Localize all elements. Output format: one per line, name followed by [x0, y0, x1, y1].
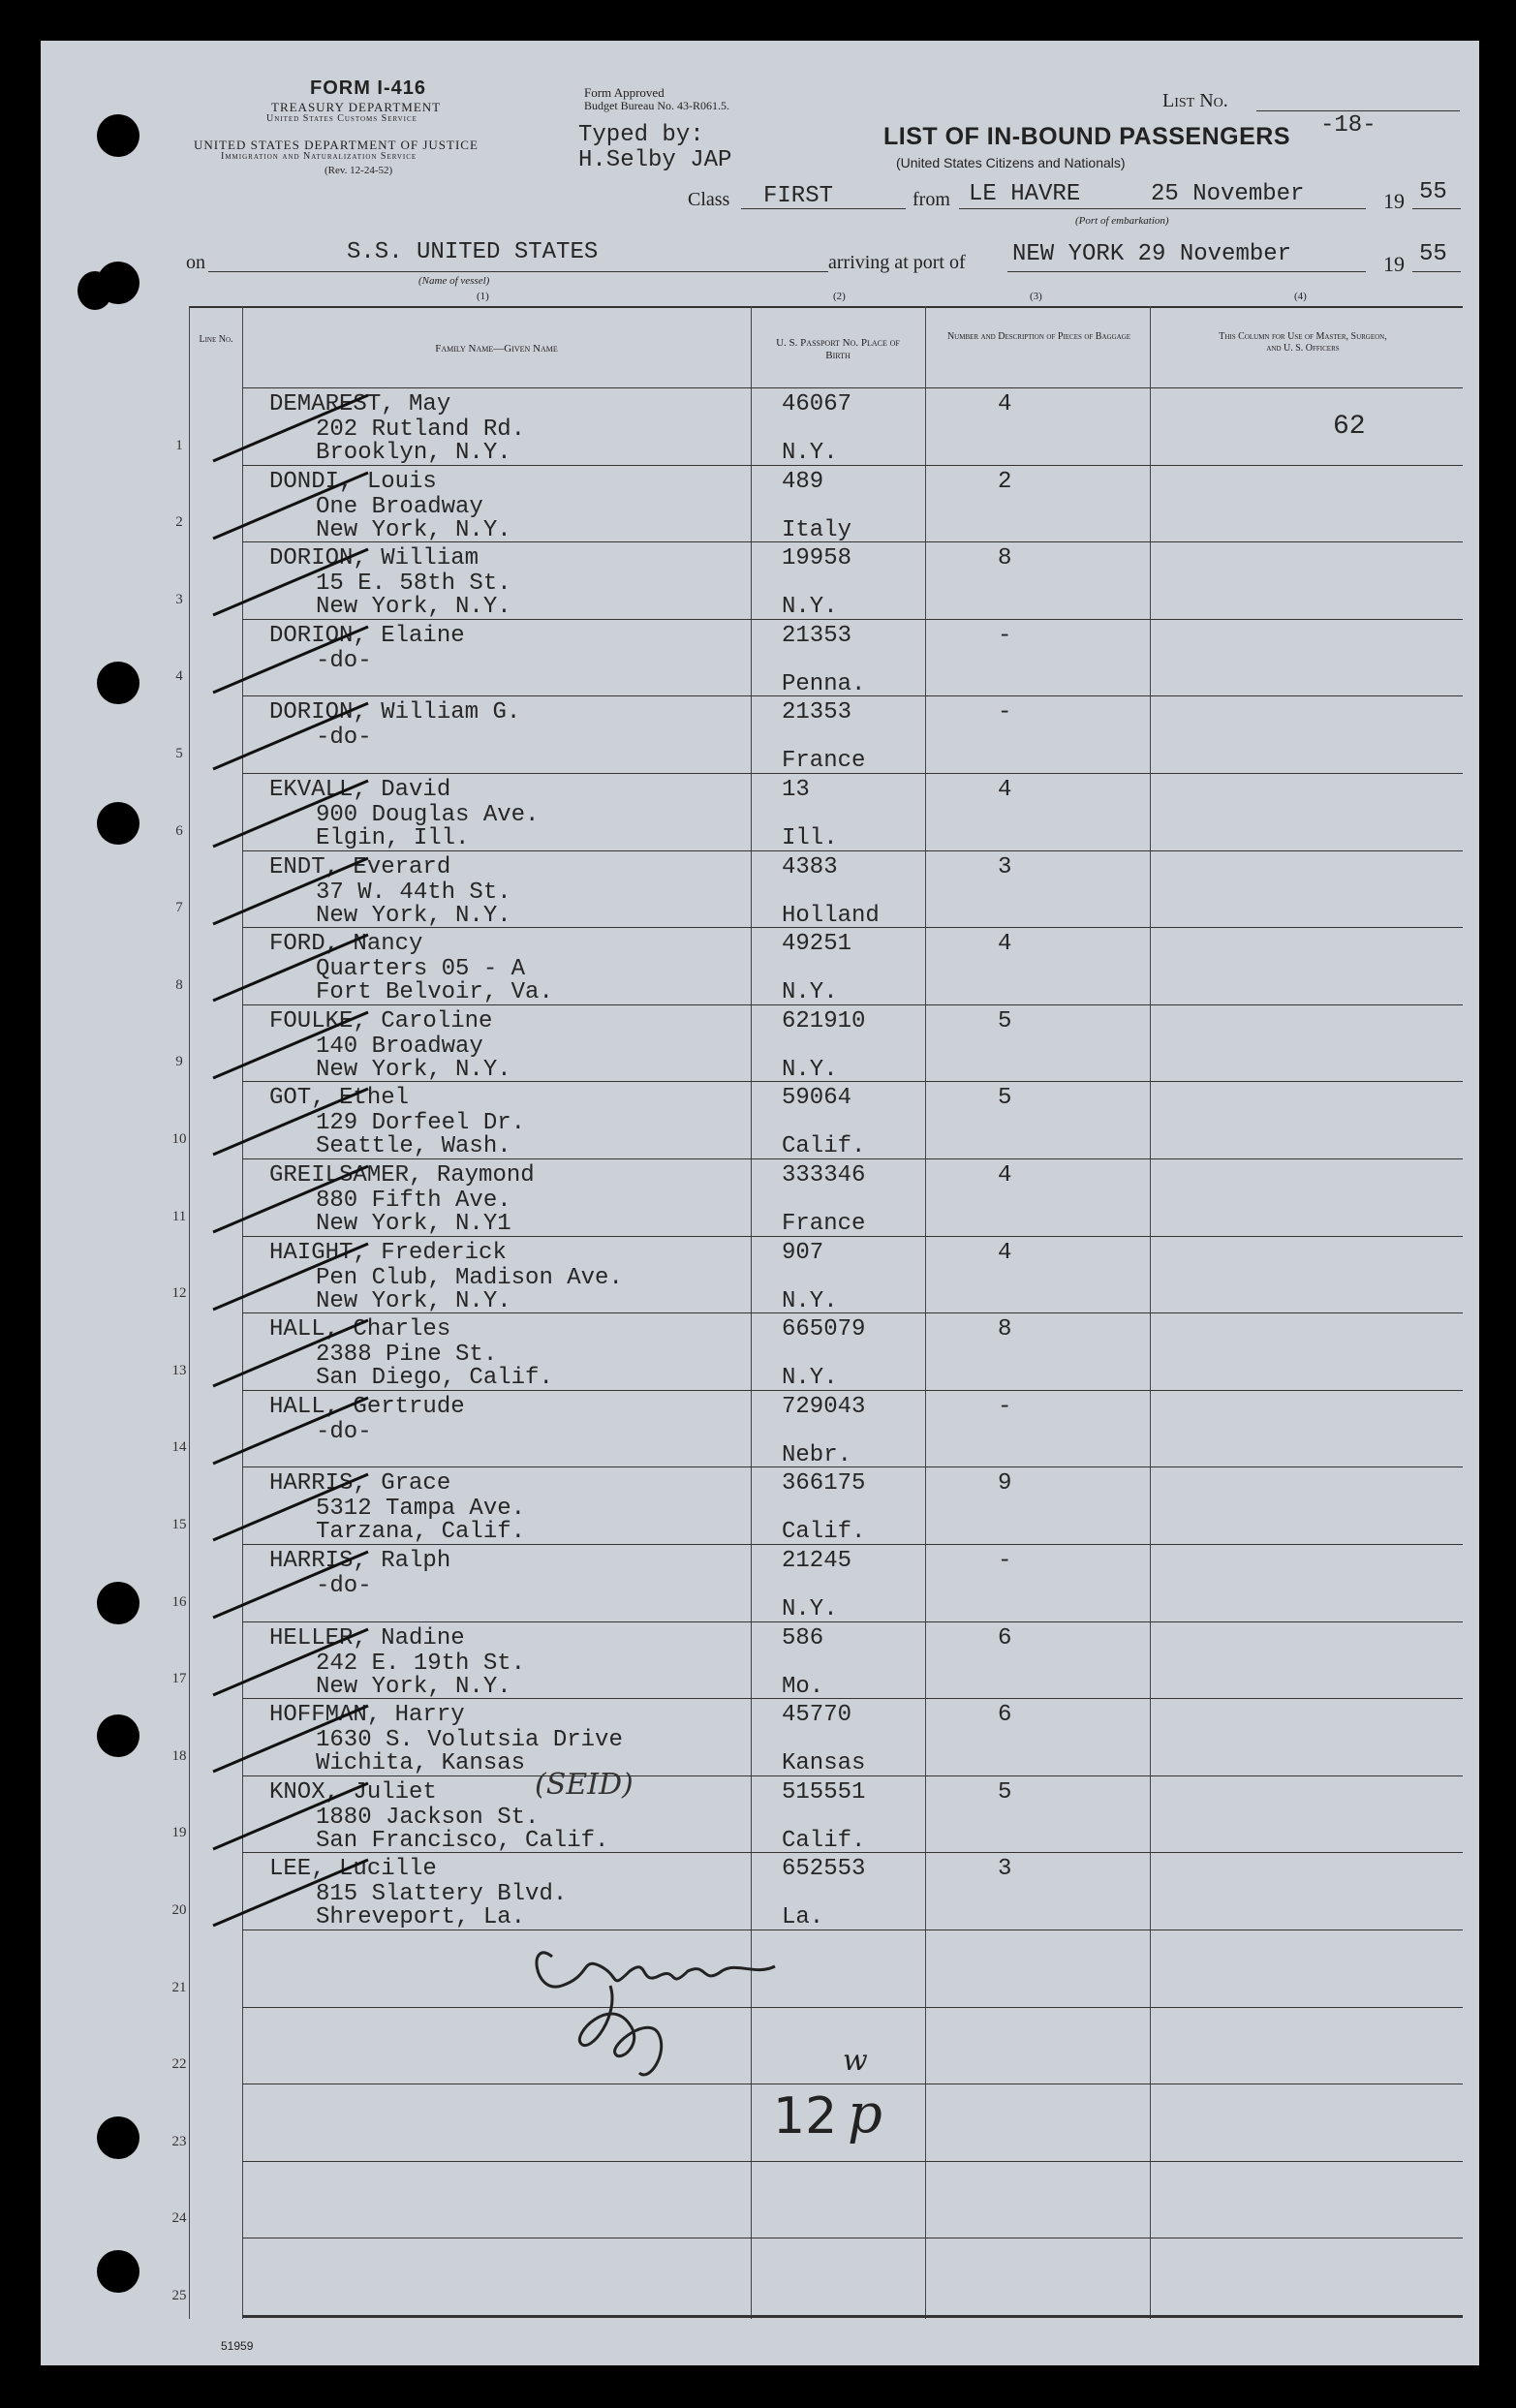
- footer-code: 51959: [221, 2339, 254, 2353]
- officer-signature: [523, 1918, 814, 2112]
- place-of-birth: Penna.: [782, 670, 866, 697]
- form-title: LIST OF IN-BOUND PASSENGERS: [883, 123, 1291, 150]
- header-passport: U. S. Passport No. Place of Birth: [776, 337, 900, 361]
- passenger-address-1: Quarters 05 - A: [316, 956, 526, 983]
- year-underline-1: [1412, 208, 1461, 209]
- arrival-underline: [1007, 271, 1366, 272]
- passport-number: 665079: [782, 1316, 866, 1343]
- passenger-address-2: New York, N.Y.: [316, 1056, 511, 1083]
- place-of-birth: Holland: [782, 902, 880, 929]
- passenger-address-2: Shreveport, La.: [316, 1904, 526, 1931]
- form-number: FORM I-416: [310, 77, 427, 99]
- passport-number: 515551: [782, 1778, 866, 1806]
- list-no-label: List No.: [1162, 90, 1228, 111]
- check-mark-icon: [194, 1702, 387, 1779]
- dept-justice-sub: Immigration and Naturalization Service: [221, 151, 418, 162]
- baggage-count: 6: [998, 1624, 1012, 1652]
- baggage-count: -: [998, 1393, 1012, 1420]
- check-mark-icon: [194, 623, 387, 700]
- row-line-number: 17: [171, 1671, 187, 1687]
- passenger-name: HALL, Charles: [269, 1316, 451, 1343]
- place-of-birth: Italy: [782, 516, 852, 543]
- check-mark-icon: [194, 1856, 387, 1933]
- form-approved: Form Approved: [584, 85, 665, 100]
- baggage-count: 4: [998, 1162, 1012, 1189]
- passenger-address-2: Seattle, Wash.: [316, 1133, 511, 1160]
- passport-number: 59064: [782, 1085, 852, 1112]
- check-mark-icon: [194, 1625, 387, 1703]
- table-top-border: [189, 306, 1463, 308]
- row-line-number: 8: [175, 976, 183, 993]
- header-line-no: Line No.: [199, 334, 233, 345]
- passenger-name: HALL, Gertrude: [269, 1393, 465, 1420]
- place-of-birth: Kansas: [782, 1750, 866, 1777]
- passenger-name: FORD, Nancy: [269, 931, 423, 958]
- check-mark-icon: [194, 1548, 387, 1625]
- passport-number: 49251: [782, 931, 852, 958]
- year-suffix-2: 55: [1419, 241, 1447, 267]
- passenger-address-2: Elgin, Ill.: [316, 825, 470, 851]
- passenger-address-1: 140 Broadway: [316, 1033, 483, 1060]
- check-mark-icon: [194, 1162, 387, 1240]
- baggage-count: 4: [998, 931, 1012, 958]
- passenger-name: DORION, Elaine: [269, 622, 465, 649]
- row-line-number: 24: [171, 2210, 187, 2227]
- check-mark-icon: [194, 931, 387, 1008]
- passenger-address-1: Pen Club, Madison Ave.: [316, 1264, 623, 1291]
- row-line-number: 10: [171, 1131, 187, 1147]
- row-line-number: 23: [171, 2133, 187, 2149]
- passport-number: 21245: [782, 1548, 852, 1574]
- passenger-name: KNOX, Juliet: [269, 1778, 437, 1806]
- passenger-name: HARRIS, Grace: [269, 1470, 451, 1497]
- passenger-name: GOT, Ethel: [269, 1085, 410, 1112]
- annotation-seid: (SEID): [535, 1768, 634, 1802]
- class-value: FIRST: [763, 183, 834, 209]
- row-line-number: 18: [171, 1747, 187, 1764]
- row-line-number: 21: [171, 1979, 187, 1995]
- dept-treasury-sub: United States Customs Service: [266, 113, 418, 124]
- row-divider: [242, 2315, 1463, 2316]
- passenger-address-2: New York, N.Y1: [316, 1211, 511, 1237]
- row-line-number: 16: [171, 1593, 187, 1610]
- arriving-label: arriving at port of: [828, 252, 966, 273]
- year-suffix-1: 55: [1419, 179, 1447, 205]
- passenger-address-1: 880 Fifth Ave.: [316, 1188, 511, 1214]
- year-prefix-2: 19: [1383, 252, 1405, 276]
- header-name: Family Name—Given Name: [435, 343, 558, 355]
- place-of-birth: France: [782, 1211, 866, 1237]
- from-port: LE HAVRE: [969, 181, 1081, 207]
- baggage-count: 4: [998, 777, 1012, 803]
- row-divider: [242, 2161, 1463, 2162]
- punch-hole: [77, 271, 112, 310]
- passport-number: 21353: [782, 699, 852, 726]
- passenger-address-1: 242 E. 19th St.: [316, 1650, 526, 1677]
- punch-hole: [97, 2116, 139, 2159]
- passenger-address-1: One Broadway: [316, 493, 483, 520]
- passenger-address-2: Wichita, Kansas: [316, 1750, 526, 1777]
- passenger-address-1: -do-: [316, 1418, 372, 1445]
- passport-number: 621910: [782, 1007, 866, 1034]
- budget-bureau: Budget Bureau No. 43-R061.5.: [584, 99, 729, 112]
- place-of-birth: La.: [782, 1904, 824, 1931]
- passport-number: 45770: [782, 1702, 852, 1729]
- passenger-name: ENDT, Everard: [269, 853, 451, 880]
- row-line-number: 2: [175, 514, 183, 531]
- passport-number: 729043: [782, 1393, 866, 1420]
- row-line-number: 9: [175, 1054, 183, 1070]
- passenger-name: EKVALL, David: [269, 777, 451, 803]
- passenger-address-2: New York, N.Y.: [316, 594, 511, 621]
- passenger-name: DONDI, Louis: [269, 468, 437, 495]
- passport-number: 652553: [782, 1856, 866, 1883]
- annotation-12: 12: [773, 2087, 838, 2146]
- passenger-name: HOFFMAN, Harry: [269, 1702, 465, 1729]
- row-line-number: 19: [171, 1825, 187, 1841]
- passenger-name: HELLER, Nadine: [269, 1624, 465, 1652]
- row-line-number: 25: [171, 2288, 187, 2303]
- check-mark-icon: [194, 1779, 387, 1857]
- row-line-number: 1: [175, 437, 183, 453]
- class-label: Class: [688, 189, 730, 210]
- passenger-address-1: -do-: [316, 725, 372, 752]
- passenger-name: DEMAREST, May: [269, 391, 451, 417]
- baggage-count: 5: [998, 1778, 1012, 1806]
- passenger-address-2: San Diego, Calif.: [316, 1365, 553, 1392]
- passenger-address-1: 815 Slattery Blvd.: [316, 1881, 568, 1908]
- baggage-count: -: [998, 622, 1012, 649]
- punch-hole: [97, 1714, 139, 1757]
- place-of-birth: N.Y.: [782, 979, 838, 1006]
- check-mark-icon: [194, 1085, 387, 1162]
- passport-number: 19958: [782, 545, 852, 572]
- passport-number: 46067: [782, 391, 852, 417]
- typed-by-label: Typed by:: [578, 122, 704, 148]
- place-of-birth: Calif.: [782, 1133, 866, 1160]
- on-label: on: [186, 252, 205, 273]
- row-line-number: 7: [175, 900, 183, 916]
- place-of-birth: Mo.: [782, 1673, 824, 1700]
- place-of-birth: N.Y.: [782, 1596, 838, 1622]
- baggage-count: 4: [998, 1239, 1012, 1266]
- passenger-address-2: New York, N.Y.: [316, 516, 511, 543]
- passenger-name: GREILSAMER, Raymond: [269, 1162, 535, 1189]
- row-divider: [242, 1466, 1463, 1467]
- passenger-address-2: New York, N.Y.: [316, 1287, 511, 1314]
- from-label: from: [913, 189, 950, 210]
- vessel-underline: [208, 271, 828, 272]
- typed-by-value: H.Selby JAP: [578, 147, 732, 173]
- row-divider: [242, 1621, 1463, 1622]
- col4-number: (4): [1294, 291, 1307, 302]
- passenger-address-1: 37 W. 44th St.: [316, 879, 511, 906]
- passenger-address-1: 15 E. 58th St.: [316, 571, 511, 598]
- passenger-address-1: 202 Rutland Rd.: [316, 417, 526, 443]
- row-divider: [242, 2007, 1463, 2008]
- row-line-number: 22: [171, 2056, 187, 2073]
- row-line-number: 5: [175, 746, 183, 761]
- place-of-birth: N.Y.: [782, 1365, 838, 1392]
- place-of-birth: Ill.: [782, 825, 838, 851]
- punch-hole: [97, 662, 139, 704]
- passport-number: 586: [782, 1624, 824, 1652]
- header-baggage: Number and Description of Pieces of Baggage: [946, 331, 1131, 342]
- baggage-count: 3: [998, 853, 1012, 880]
- passport-number: 13: [782, 777, 810, 803]
- form-revision: (Rev. 12-24-52): [325, 165, 393, 176]
- baggage-count: 2: [998, 468, 1012, 495]
- check-mark-icon: [194, 854, 387, 932]
- arrival-value: NEW YORK 29 November: [1012, 241, 1292, 267]
- dept-justice: UNITED STATES DEPARTMENT OF JUSTICE: [194, 138, 479, 152]
- passenger-address-1: 2388 Pine St.: [316, 1342, 498, 1369]
- place-of-birth: Nebr.: [782, 1441, 852, 1468]
- vessel-name: S.S. UNITED STATES: [347, 239, 599, 265]
- from-underline: [959, 208, 1366, 209]
- baggage-count: 8: [998, 1316, 1012, 1343]
- passenger-name: HAIGHT, Frederick: [269, 1239, 507, 1266]
- passenger-address-1: -do-: [316, 1573, 372, 1599]
- row-line-number: 12: [171, 1285, 187, 1302]
- year-underline-2: [1412, 271, 1461, 272]
- baggage-count: -: [998, 1548, 1012, 1574]
- baggage-count: 3: [998, 1856, 1012, 1883]
- place-of-birth: Calif.: [782, 1827, 866, 1854]
- place-of-birth: Calif.: [782, 1519, 866, 1546]
- passenger-address-2: Tarzana, Calif.: [316, 1519, 526, 1546]
- check-mark-icon: [194, 699, 387, 777]
- check-mark-icon: [194, 469, 387, 546]
- baggage-count: 5: [998, 1085, 1012, 1112]
- passport-number: 21353: [782, 622, 852, 649]
- passport-number: 4383: [782, 853, 838, 880]
- header-officers: This Column for Use of Master, Surgeon, and U. S. Officers: [1219, 331, 1387, 354]
- passenger-address-2: Fort Belvoir, Va.: [316, 979, 553, 1006]
- passenger-name: LEE, Lucille: [269, 1856, 437, 1883]
- check-mark-icon: [194, 1470, 387, 1548]
- row-line-number: 4: [175, 668, 183, 685]
- col1-number: (1): [477, 291, 489, 302]
- baggage-count: 5: [998, 1007, 1012, 1034]
- form-subtitle: (United States Citizens and Nationals): [896, 155, 1126, 170]
- passenger-address-1: 5312 Tampa Ave.: [316, 1496, 526, 1523]
- row-line-number: 13: [171, 1362, 187, 1378]
- row-line-number: 6: [175, 822, 183, 839]
- passport-number: 489: [782, 468, 824, 495]
- col3-number: (3): [1030, 291, 1042, 302]
- dept-treasury: TREASURY DEPARTMENT: [271, 100, 442, 114]
- passport-number: 366175: [782, 1470, 866, 1497]
- punch-hole: [97, 802, 139, 845]
- baggage-count: 6: [998, 1702, 1012, 1729]
- header-bottom-border: [242, 387, 1463, 388]
- from-date: 25 November: [1151, 181, 1305, 207]
- row-line-number: 15: [171, 1517, 187, 1532]
- baggage-count: -: [998, 699, 1012, 726]
- check-mark-icon: [194, 777, 387, 854]
- passenger-name: DORION, William G.: [269, 699, 521, 726]
- baggage-count: 9: [998, 1470, 1012, 1497]
- punch-hole: [97, 1582, 139, 1624]
- punch-hole: [97, 2250, 139, 2293]
- passenger-address-1: 1630 S. Volutsia Drive: [316, 1727, 623, 1754]
- punch-hole: [97, 114, 139, 157]
- baggage-count: 8: [998, 545, 1012, 572]
- passenger-address-2: San Francisco, Calif.: [316, 1827, 609, 1854]
- row-line-number: 14: [171, 1439, 187, 1456]
- check-mark-icon: [194, 1316, 387, 1394]
- row-line-number: 3: [175, 591, 183, 607]
- list-no-underline: [1256, 110, 1460, 111]
- check-mark-icon: [194, 1394, 387, 1471]
- baggage-count: 4: [998, 391, 1012, 417]
- port-embark-caption: (Port of embarkation): [1075, 215, 1169, 227]
- check-mark-icon: [194, 1008, 387, 1086]
- officer-note: 62: [1333, 412, 1366, 442]
- year-prefix-1: 19: [1383, 189, 1405, 213]
- passenger-address-1: 1880 Jackson St.: [316, 1804, 540, 1831]
- annotation-w: w: [843, 2044, 868, 2078]
- place-of-birth: N.Y.: [782, 1056, 838, 1083]
- passenger-address-1: 900 Douglas Ave.: [316, 802, 540, 828]
- vessel-caption: (Name of vessel): [418, 275, 490, 287]
- check-mark-icon: [194, 391, 387, 469]
- passenger-name: HARRIS, Ralph: [269, 1548, 451, 1574]
- passenger-name: FOULKE, Caroline: [269, 1007, 493, 1034]
- place-of-birth: N.Y.: [782, 440, 838, 466]
- passenger-address-2: New York, N.Y.: [316, 1673, 511, 1700]
- passport-number: 907: [782, 1239, 824, 1266]
- passenger-address-2: New York, N.Y.: [316, 902, 511, 929]
- place-of-birth: N.Y.: [782, 594, 838, 621]
- check-mark-icon: [194, 1240, 387, 1317]
- row-line-number: 20: [171, 1902, 187, 1918]
- row-line-number: 11: [171, 1208, 187, 1224]
- place-of-birth: N.Y.: [782, 1287, 838, 1314]
- passenger-name: DORION, William: [269, 545, 480, 572]
- passenger-address-1: -do-: [316, 647, 372, 674]
- passenger-address-2: Brooklyn, N.Y.: [316, 440, 511, 466]
- passenger-address-1: 129 Dorfeel Dr.: [316, 1110, 526, 1137]
- col2-number: (2): [833, 291, 846, 302]
- passport-number: 333346: [782, 1162, 866, 1189]
- annotation-p: p: [848, 2083, 882, 2146]
- check-mark-icon: [194, 545, 387, 623]
- list-no-value: -18-: [1320, 112, 1377, 139]
- place-of-birth: France: [782, 748, 866, 775]
